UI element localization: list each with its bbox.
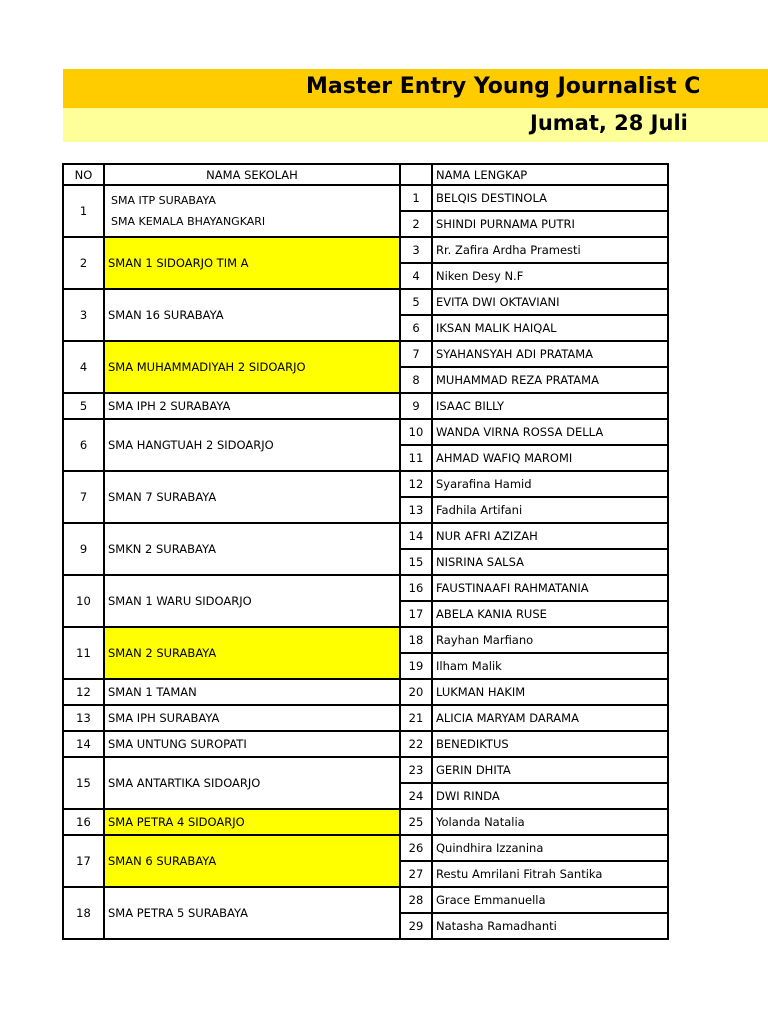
member-index: 10 bbox=[400, 419, 432, 445]
group-number: 1 bbox=[63, 185, 104, 237]
member-index: 3 bbox=[400, 237, 432, 263]
school-name: SMAN 1 SIDOARJO TIM A bbox=[104, 237, 400, 289]
member-full-name: NUR AFRI AZIZAH bbox=[432, 523, 668, 549]
school-name-line: SMA ITP SURABAYA bbox=[111, 194, 216, 207]
member-index: 17 bbox=[400, 601, 432, 627]
group-number: 13 bbox=[63, 705, 104, 731]
table-row bbox=[63, 731, 668, 757]
group-number: 7 bbox=[63, 471, 104, 523]
member-index: 14 bbox=[400, 523, 432, 549]
member-index: 13 bbox=[400, 497, 432, 523]
member-full-name: Natasha Ramadhanti bbox=[432, 913, 668, 939]
table-row bbox=[63, 835, 668, 861]
member-full-name: Restu Amrilani Fitrah Santika bbox=[432, 861, 668, 887]
table-row bbox=[63, 237, 668, 263]
member-index: 18 bbox=[400, 627, 432, 653]
member-full-name: SYAHANSYAH ADI PRATAMA bbox=[432, 341, 668, 367]
member-index: 12 bbox=[400, 471, 432, 497]
member-full-name: FAUSTINAAFI RAHMATANIA bbox=[432, 575, 668, 601]
member-full-name: Yolanda Natalia bbox=[432, 809, 668, 835]
member-full-name: Ilham Malik bbox=[432, 653, 668, 679]
member-index: 5 bbox=[400, 289, 432, 315]
member-full-name: ISAAC BILLY bbox=[432, 393, 668, 419]
member-index: 9 bbox=[400, 393, 432, 419]
member-index: 11 bbox=[400, 445, 432, 471]
school-name: SMAN 7 SURABAYA bbox=[104, 471, 400, 523]
member-full-name: IKSAN MALIK HAIQAL bbox=[432, 315, 668, 341]
group-number: 2 bbox=[63, 237, 104, 289]
school-name: SMAN 6 SURABAYA bbox=[104, 835, 400, 887]
member-index: 4 bbox=[400, 263, 432, 289]
member-index: 21 bbox=[400, 705, 432, 731]
school-name: SMA HANGTUAH 2 SIDOARJO bbox=[104, 419, 400, 471]
col-header-name: NAMA LENGKAP bbox=[432, 164, 668, 185]
col-header-no: NO bbox=[63, 164, 104, 185]
table-row bbox=[63, 393, 668, 419]
member-index: 28 bbox=[400, 887, 432, 913]
table-row bbox=[63, 809, 668, 835]
member-full-name: Niken Desy N.F bbox=[432, 263, 668, 289]
table-row bbox=[63, 419, 668, 445]
school-name: SMAN 1 TAMAN bbox=[104, 679, 400, 705]
group-number: 17 bbox=[63, 835, 104, 887]
member-full-name: Fadhila Artifani bbox=[432, 497, 668, 523]
school-name bbox=[104, 185, 400, 237]
group-number: 6 bbox=[63, 419, 104, 471]
member-full-name: Rayhan Marfiano bbox=[432, 627, 668, 653]
member-full-name: ABELA KANIA RUSE bbox=[432, 601, 668, 627]
school-name: SMA IPH SURABAYA bbox=[104, 705, 400, 731]
member-full-name: ALICIA MARYAM DARAMA bbox=[432, 705, 668, 731]
school-name: SMA IPH 2 SURABAYA bbox=[104, 393, 400, 419]
group-number: 16 bbox=[63, 809, 104, 835]
member-index: 1 bbox=[400, 185, 432, 211]
member-index: 25 bbox=[400, 809, 432, 835]
member-index: 6 bbox=[400, 315, 432, 341]
member-index: 16 bbox=[400, 575, 432, 601]
school-name: SMA UNTUNG SUROPATI bbox=[104, 731, 400, 757]
school-name: SMA PETRA 4 SIDOARJO bbox=[104, 809, 400, 835]
header-row bbox=[63, 164, 668, 185]
school-name: SMA PETRA 5 SURABAYA bbox=[104, 887, 400, 939]
school-name: SMA ANTARTIKA SIDOARJO bbox=[104, 757, 400, 809]
member-index: 23 bbox=[400, 757, 432, 783]
member-full-name: BENEDIKTUS bbox=[432, 731, 668, 757]
school-name: SMAN 1 WARU SIDOARJO bbox=[104, 575, 400, 627]
member-full-name: Syarafina Hamid bbox=[432, 471, 668, 497]
table-row bbox=[63, 679, 668, 705]
member-full-name: DWI RINDA bbox=[432, 783, 668, 809]
entry-table-body bbox=[63, 164, 668, 939]
member-full-name: Rr. Zafira Ardha Pramesti bbox=[432, 237, 668, 263]
group-number: 3 bbox=[63, 289, 104, 341]
group-number: 11 bbox=[63, 627, 104, 679]
member-index: 2 bbox=[400, 211, 432, 237]
member-index: 29 bbox=[400, 913, 432, 939]
table-row bbox=[63, 289, 668, 315]
member-full-name: Grace Emmanuella bbox=[432, 887, 668, 913]
entry-table bbox=[62, 163, 669, 940]
group-number: 12 bbox=[63, 679, 104, 705]
member-index: 20 bbox=[400, 679, 432, 705]
member-full-name: EVITA DWI OKTAVIANI bbox=[432, 289, 668, 315]
member-index: 7 bbox=[400, 341, 432, 367]
col-header-school: NAMA SEKOLAH bbox=[104, 164, 400, 185]
table-row bbox=[63, 757, 668, 783]
group-number: 10 bbox=[63, 575, 104, 627]
member-full-name: Quindhira Izzanina bbox=[432, 835, 668, 861]
member-index: 19 bbox=[400, 653, 432, 679]
table-row bbox=[63, 185, 668, 211]
school-name-line: SMA KEMALA BHAYANGKARI bbox=[111, 215, 266, 228]
group-number: 5 bbox=[63, 393, 104, 419]
table-row bbox=[63, 627, 668, 653]
table-row bbox=[63, 705, 668, 731]
page-date: Jumat, 28 Juli bbox=[530, 111, 688, 135]
member-full-name: WANDA VIRNA ROSSA DELLA bbox=[432, 419, 668, 445]
group-number: 18 bbox=[63, 887, 104, 939]
school-name: SMAN 2 SURABAYA bbox=[104, 627, 400, 679]
group-number: 14 bbox=[63, 731, 104, 757]
group-number: 4 bbox=[63, 341, 104, 393]
member-full-name: NISRINA SALSA bbox=[432, 549, 668, 575]
member-full-name: LUKMAN HAKIM bbox=[432, 679, 668, 705]
member-full-name: AHMAD WAFIQ MAROMI bbox=[432, 445, 668, 471]
school-name: SMKN 2 SURABAYA bbox=[104, 523, 400, 575]
title-banner bbox=[63, 69, 768, 108]
date-banner bbox=[63, 108, 768, 142]
member-full-name: GERIN DHITA bbox=[432, 757, 668, 783]
member-index: 8 bbox=[400, 367, 432, 393]
col-header-index bbox=[400, 164, 432, 185]
member-full-name: BELQIS DESTINOLA bbox=[432, 185, 668, 211]
school-name: SMA MUHAMMADIYAH 2 SIDOARJO bbox=[104, 341, 400, 393]
page-title: Master Entry Young Journalist C bbox=[306, 74, 701, 99]
member-index: 15 bbox=[400, 549, 432, 575]
school-name: SMAN 16 SURABAYA bbox=[104, 289, 400, 341]
member-full-name: SHINDI PURNAMA PUTRI bbox=[432, 211, 668, 237]
table-row bbox=[63, 523, 668, 549]
member-index: 26 bbox=[400, 835, 432, 861]
member-index: 27 bbox=[400, 861, 432, 887]
member-index: 24 bbox=[400, 783, 432, 809]
table-row bbox=[63, 575, 668, 601]
table-row bbox=[63, 887, 668, 913]
group-number: 15 bbox=[63, 757, 104, 809]
member-full-name: MUHAMMAD REZA PRATAMA bbox=[432, 367, 668, 393]
member-index: 22 bbox=[400, 731, 432, 757]
table-row bbox=[63, 471, 668, 497]
table-row bbox=[63, 341, 668, 367]
group-number: 9 bbox=[63, 523, 104, 575]
